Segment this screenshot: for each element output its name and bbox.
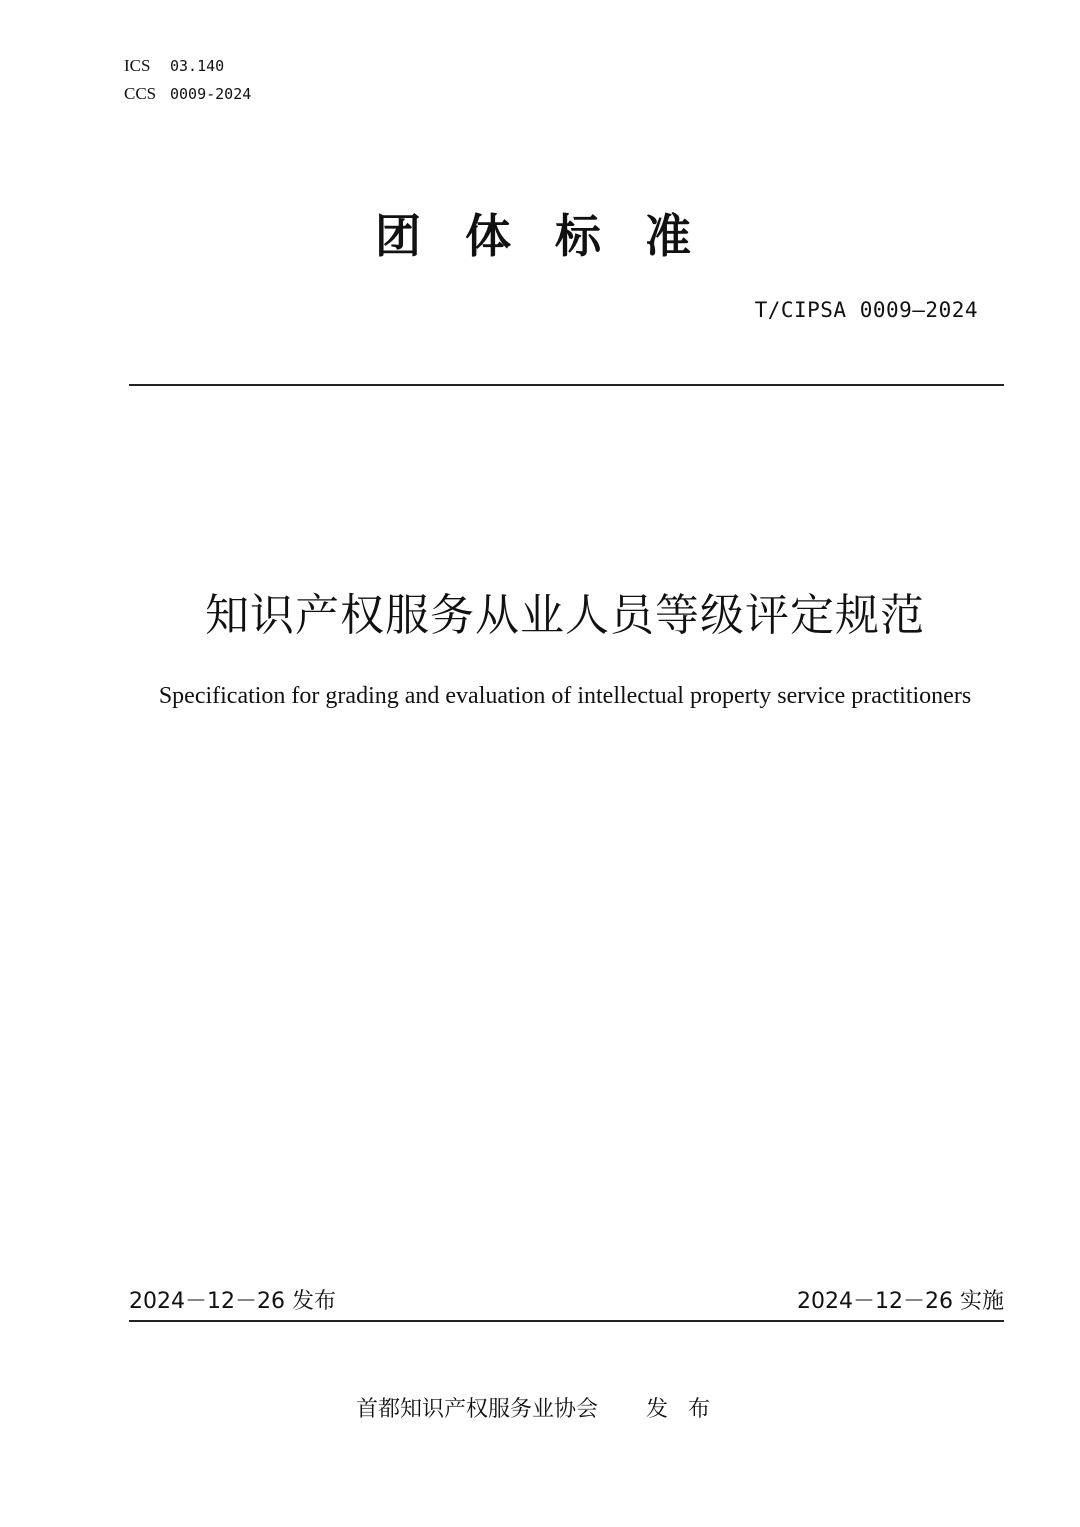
implement-date: 2024－12－26 实施 (797, 1289, 1004, 1314)
title-english: Specification for grading and evaluation of intellectual property service practitioners (158, 683, 972, 709)
publisher-name: 首都知识产权服务业协会 (356, 1397, 599, 1422)
standard-type-heading: 团体标准 (375, 209, 735, 263)
bottom-divider (129, 1320, 1004, 1322)
ccs-value: 0009-2024 (170, 85, 252, 103)
top-divider (129, 384, 1004, 386)
ccs-label: CCS (124, 84, 157, 103)
ics-value: 03.140 (170, 57, 225, 75)
classification-codes (124, 52, 251, 108)
standard-number: T/CIPSA 0009—2024 (754, 298, 978, 322)
publisher-action: 发布 (646, 1397, 731, 1422)
ics-row (124, 52, 251, 80)
title-chinese: 知识产权服务从业人员等级评定规范 (205, 590, 925, 641)
ccs-row (124, 80, 251, 108)
ics-label: ICS (124, 56, 151, 75)
publish-date: 2024－12－26 发布 (129, 1289, 336, 1314)
publisher-line (356, 1393, 730, 1427)
